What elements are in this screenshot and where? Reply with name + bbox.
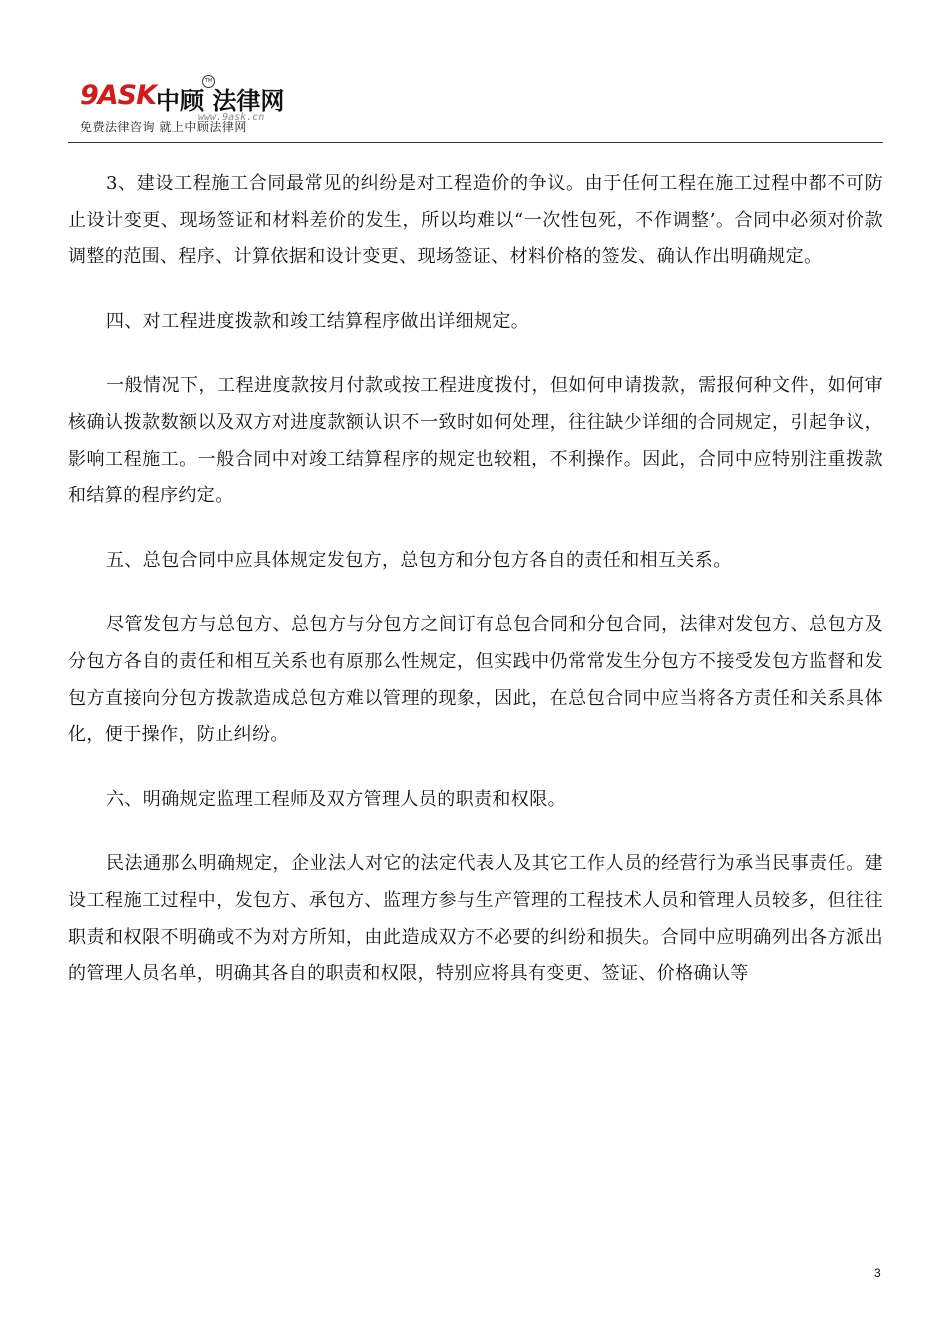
section-heading-5: 五、总包合同中应具体规定发包方，总包方和分包方各自的责任和相互关系。 [106, 549, 732, 571]
header-divider [68, 142, 883, 143]
logo-url: www.9ask.cn [198, 112, 265, 123]
page-number: 3 [874, 1266, 881, 1280]
paragraph-section-6: 民法通那么明确规定，企业法人对它的法定代表人及其它工作人员的经营行为承当民事责任。建设工程施工过程中，发包方、承包方、监理方参与生产管理的工程技术人员和管理人员较多，但往往职责和权限不明确或不为对方所知，由此造成双方不必要的纠纷和损失。合同中应明确列出各方派出的管理人员名单，明确其各自的职责和权限，特别应将具有变更、签证、价格确认等 [68, 853, 883, 985]
section-heading-6: 六、明确规定监理工程师及双方管理人员的职责和权限。 [106, 788, 566, 810]
section-heading-4: 四、对工程进度拨款和竣工结算程序做出详细规定。 [106, 310, 530, 332]
site-logo[interactable] [78, 76, 298, 123]
page-header [68, 70, 883, 145]
document-body [68, 166, 883, 1021]
logo-brand-mark: 9ASK [80, 80, 157, 111]
header-slogan: 免费法律咨询 就上中顾法律网 [80, 120, 247, 134]
trademark-icon: TM [202, 75, 215, 88]
paragraph-section-4: 一般情况下，工程进度款按月付款或按工程进度拨付，但如何申请拨款，需报何种文件，如何审核确认拨款数额以及双方对进度款额认识不一致时如何处理，往往缺少详细的合同规定，引起争议，影响工程施工。一般合同中对竣工结算程序的规定也较粗，不利操作。因此，合同中应特别注重拨款和结算的程序约定。 [68, 375, 883, 507]
paragraph-clause-3: 3、建设工程施工合同最常见的纠纷是对工程造价的争议。由于任何工程在施工过程中都不可防止设计变更、现场签证和材料差价的发生，所以均难以“一次性包死，不作调整’。合同中必须对价款调整的范围、程序、计算依据和设计变更、现场签证、材料价格的签发、确认作出明确规定。 [68, 173, 883, 268]
logo-site-name: 中顾 法律网 [156, 87, 285, 115]
paragraph-section-5: 尽管发包方与总包方、总包方与分包方之间订有总包合同和分包合同，法律对发包方、总包方及分包方各自的责任和相互关系也有原那么性规定，但实践中仍常常发生分包方不接受发包方监督和发包方直接向分包方拨款造成总包方难以管理的现象，因此，在总包合同中应当将各方责任和关系具体化，便于操作，防止纠纷。 [68, 614, 883, 746]
